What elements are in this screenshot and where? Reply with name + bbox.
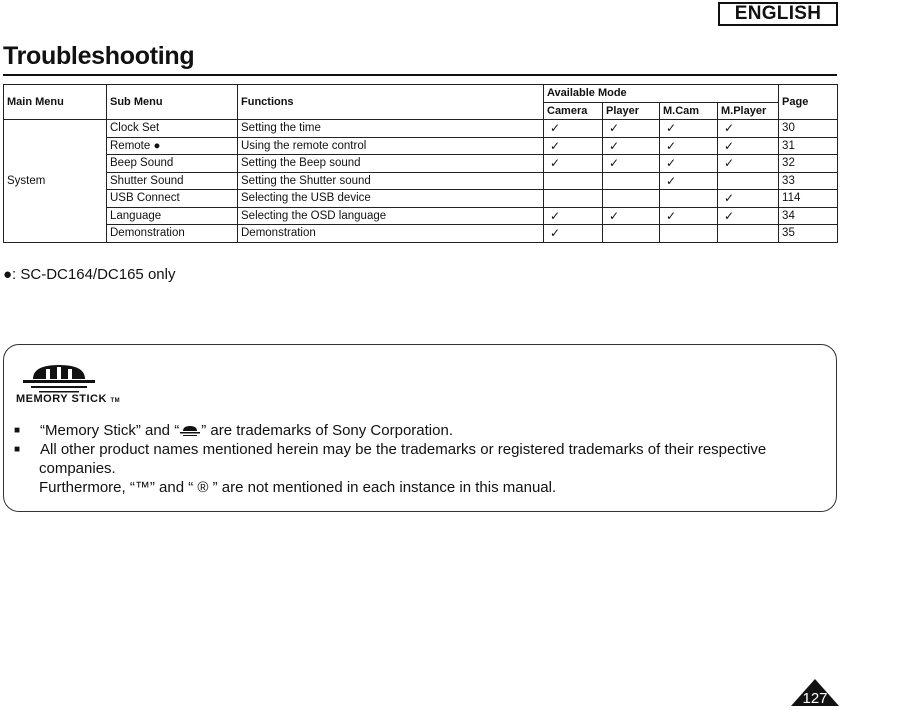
- check-mcam: ✓: [660, 207, 718, 225]
- check-mcam: ✓: [660, 172, 718, 190]
- page-number: 127: [802, 690, 828, 707]
- check-mcam: ✓: [660, 155, 718, 173]
- footnote: ●: SC-DC164/DC165 only: [3, 266, 176, 283]
- check-mcam: [660, 225, 718, 243]
- check-camera: ✓: [544, 155, 603, 173]
- table-row: [4, 137, 838, 155]
- check-mplayer: ✓: [718, 207, 779, 225]
- page-cell: 30: [779, 120, 838, 138]
- check-player: [603, 172, 660, 190]
- menu-table: [3, 84, 838, 243]
- trademark-line-1: [40, 421, 453, 440]
- check-mcam: ✓: [660, 120, 718, 138]
- table-row: [4, 207, 838, 225]
- bullet-icon: ■: [14, 444, 21, 455]
- function-cell: Selecting the OSD language: [238, 207, 544, 225]
- header-sub-menu: Sub Menu: [107, 85, 238, 120]
- table-row: [4, 190, 838, 208]
- header-main-menu: Main Menu: [4, 85, 107, 120]
- table-row: [4, 225, 838, 243]
- check-camera: ✓: [544, 225, 603, 243]
- function-cell: Demonstration: [238, 225, 544, 243]
- page-number-badge: [790, 677, 840, 707]
- check-mplayer: ✓: [718, 137, 779, 155]
- sub-menu-cell: Shutter Sound: [107, 172, 238, 190]
- header-page: Page: [779, 85, 838, 120]
- line1-part-b: ” are trademarks of Sony Corporation.: [201, 422, 453, 439]
- line1-part-a: “Memory Stick” and “: [40, 422, 180, 439]
- title-divider: [3, 74, 837, 76]
- language-badge: ENGLISH: [718, 2, 838, 26]
- check-player: ✓: [603, 120, 660, 138]
- check-camera: ✓: [544, 207, 603, 225]
- header-available-mode: Available Mode: [544, 85, 779, 103]
- function-cell: Setting the Shutter sound: [238, 172, 544, 190]
- check-camera: ✓: [544, 137, 603, 155]
- trademark-notice: [3, 344, 837, 512]
- bullet-icon: ■: [14, 425, 21, 436]
- check-player: ✓: [603, 155, 660, 173]
- sub-menu-cell: USB Connect: [107, 190, 238, 208]
- page-cell: 35: [779, 225, 838, 243]
- page-cell: 32: [779, 155, 838, 173]
- page-cell: 114: [779, 190, 838, 208]
- memory-stick-label: [16, 393, 120, 405]
- check-player: [603, 225, 660, 243]
- main-menu-cell: System: [4, 120, 107, 243]
- function-cell: Setting the Beep sound: [238, 155, 544, 173]
- header-functions: Functions: [238, 85, 544, 120]
- logo-text: MEMORY STICK: [16, 393, 107, 405]
- check-mplayer: ✓: [718, 155, 779, 173]
- table-row: [4, 120, 838, 138]
- header-mode-camera: Camera: [544, 102, 603, 120]
- page-cell: 31: [779, 137, 838, 155]
- function-cell: Setting the time: [238, 120, 544, 138]
- table-row: [4, 172, 838, 190]
- check-camera: [544, 172, 603, 190]
- check-camera: ✓: [544, 120, 603, 138]
- memory-stick-inline-icon: [179, 424, 201, 438]
- trademark-text: [12, 421, 822, 497]
- page-cell: 34: [779, 207, 838, 225]
- check-player: [603, 190, 660, 208]
- check-mplayer: ✓: [718, 120, 779, 138]
- sub-menu-cell: Beep Sound: [107, 155, 238, 173]
- header-mode-mplayer: M.Player: [718, 102, 779, 120]
- function-cell: Using the remote control: [238, 137, 544, 155]
- trademark-line-4: Furthermore, “™” and “ ® ” are not mentioned in each instance in this manual.: [39, 479, 557, 496]
- trademark-line-3: companies.: [39, 460, 116, 477]
- trademark-line-2: All other product names mentioned herein may be the trademarks or registered trademarks of their respective: [40, 441, 767, 458]
- sub-menu-cell: Demonstration: [107, 225, 238, 243]
- function-cell: Selecting the USB device: [238, 190, 544, 208]
- check-mplayer: [718, 225, 779, 243]
- sub-menu-cell: Remote ●: [107, 137, 238, 155]
- header-mode-mcam: M.Cam: [660, 102, 718, 120]
- sub-menu-cell: Clock Set: [107, 120, 238, 138]
- check-mplayer: [718, 172, 779, 190]
- logo-tm: TM: [110, 398, 121, 404]
- check-mcam: ✓: [660, 137, 718, 155]
- check-player: ✓: [603, 207, 660, 225]
- sub-menu-cell: Language: [107, 207, 238, 225]
- table-row: [4, 155, 838, 173]
- check-camera: [544, 190, 603, 208]
- page-cell: 33: [779, 172, 838, 190]
- header-mode-player: Player: [603, 102, 660, 120]
- check-player: ✓: [603, 137, 660, 155]
- check-mcam: [660, 190, 718, 208]
- check-mplayer: ✓: [718, 190, 779, 208]
- page-title: Troubleshooting: [3, 42, 195, 70]
